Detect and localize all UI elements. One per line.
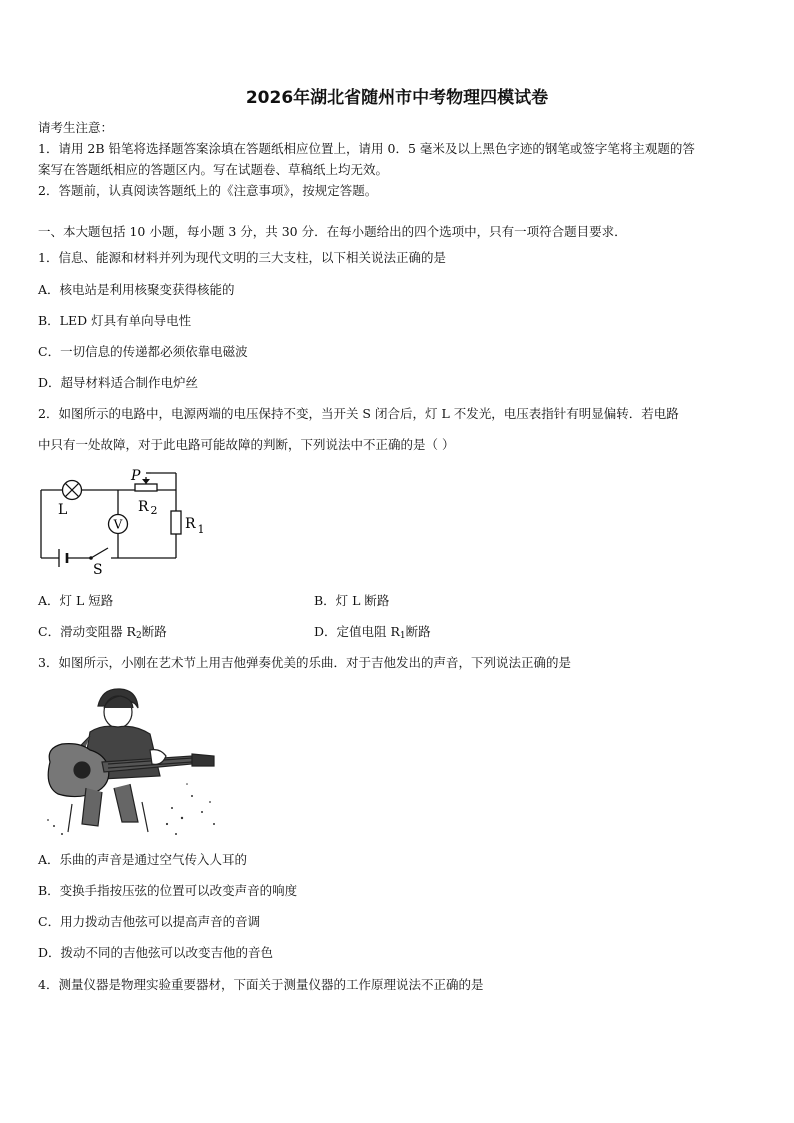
q2-option-b: B．灯 L 断路 bbox=[314, 593, 390, 608]
q3-option-c: C．用力拨动吉他弦可以提高声音的音调 bbox=[38, 914, 261, 929]
q3-option-a: A．乐曲的声音是通过空气传入人耳的 bbox=[38, 852, 248, 867]
lamp-symbol bbox=[63, 481, 82, 500]
q2-option-a: A．灯 L 短路 bbox=[38, 593, 114, 608]
q1-option-d: D．超导材料适合制作电炉丝 bbox=[38, 375, 199, 390]
q2-option-d: D．定值电阻 $R_1$断路 bbox=[314, 624, 431, 641]
guitar-player-illustration bbox=[42, 684, 220, 838]
notice-heading: 请考生注意： bbox=[38, 120, 114, 135]
q2-stem-line2: 中只有一处故障，对于此电路可能故障的判断，下列说法中不正确的是（ ） bbox=[38, 437, 455, 452]
notice-line-2: 2．答题前，认真阅读答题纸上的《注意事项》，按规定答题。 bbox=[38, 183, 378, 198]
section-heading: 一、本大题包括 10 小题，每小题 3 分，共 30 分．在每小题给出的四个选项中，只有一项符合题目要求． bbox=[38, 224, 627, 239]
q2-option-c: C．滑动变阻器 $R_2$断路 bbox=[38, 624, 167, 641]
q1-option-b: B．LED 灯具有单向导电性 bbox=[38, 313, 192, 328]
battery-symbol bbox=[59, 549, 67, 567]
q1-option-a: A．核电站是利用核聚变获得核能的 bbox=[38, 282, 235, 297]
r1-label: R $_1$ bbox=[185, 516, 205, 536]
slider-label-p: P bbox=[131, 468, 141, 484]
notice-line-1b: 案写在答题纸相应的答题区内。写在试题卷、草稿纸上均无效。 bbox=[38, 162, 389, 177]
q3-option-b: B．变换手指按压弦的位置可以改变声音的响度 bbox=[38, 883, 298, 898]
q3-stem: 3．如图所示，小刚在艺术节上用吉他弹奏优美的乐曲．对于吉他发出的声音，下列说法正确的是 bbox=[38, 655, 571, 670]
page-title: 2026年湖北省随州市中考物理四模试卷 bbox=[245, 88, 549, 108]
q2-stem-line1: 2．如图所示的电路中，电源两端的电压保持不变，当开关 S 闭合后，灯 L 不发光，电压表指针有明显偏转．若电路 bbox=[38, 406, 679, 421]
voltmeter-label: V bbox=[113, 517, 123, 532]
switch-label: S bbox=[93, 562, 103, 578]
q4-stem: 4．测量仪器是物理实验重要器材，下面关于测量仪器的工作原理说法不正确的是 bbox=[38, 977, 484, 992]
q1-stem: 1．信息、能源和材料并列为现代文明的三大支柱，以下相关说法正确的是 bbox=[38, 250, 446, 265]
resistor-r1-symbol bbox=[171, 511, 181, 534]
circuit-diagram bbox=[36, 468, 216, 580]
r2-label: R $_2$ bbox=[138, 499, 158, 517]
lamp-label: L bbox=[58, 502, 68, 518]
rheostat-r2-symbol bbox=[135, 484, 157, 491]
notice-line-1a: 1．请用 2B 铅笔将选择题答案涂填在答题纸相应位置上，请用 0．5 毫米及以上黑色字迹的钢笔或签字笔将主观题的答 bbox=[38, 141, 695, 156]
q1-option-c: C．一切信息的传递都必须依靠电磁波 bbox=[38, 344, 248, 359]
q3-option-d: D．拨动不同的吉他弦可以改变吉他的音色 bbox=[38, 945, 274, 960]
